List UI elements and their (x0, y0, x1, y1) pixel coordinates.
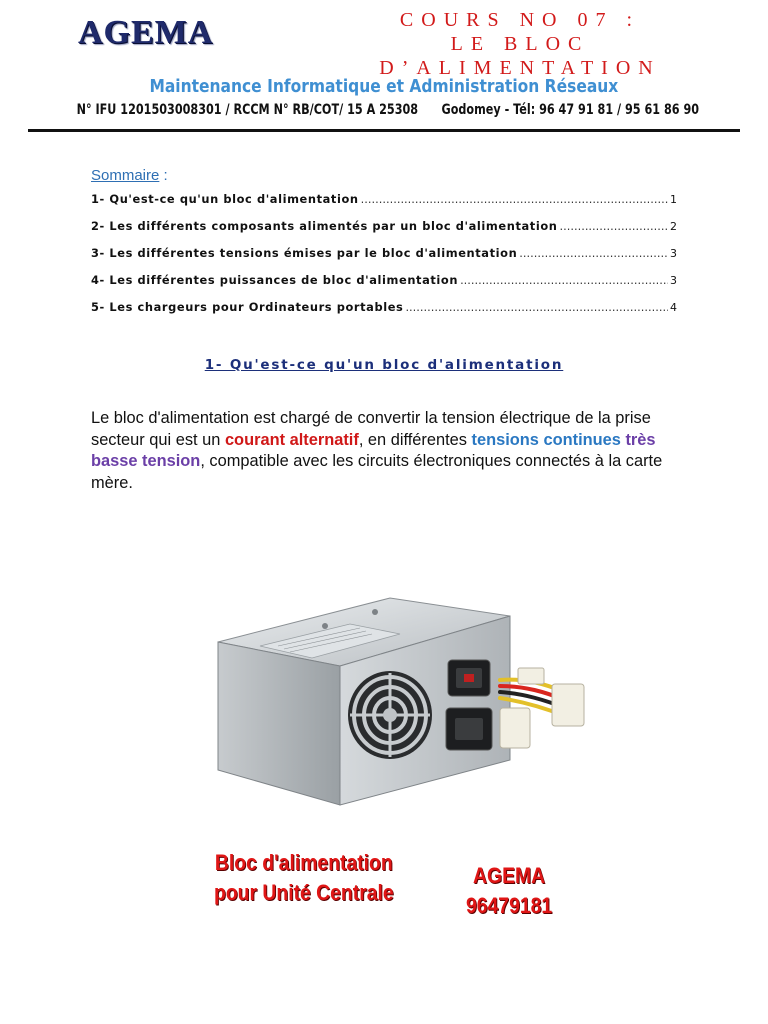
toc-item-title: 1- Qu'est-ce qu'un bloc d'alimentation (91, 192, 359, 206)
toc-leader-dots (405, 300, 668, 314)
para-text-4: , compatible avec les circuits électroniques connectés à la carte mère. (91, 452, 663, 492)
toc-item-page: 3 (670, 274, 677, 287)
toc-item[interactable] (91, 192, 677, 219)
power-supply-image (200, 580, 590, 810)
header-subtitle: Maintenance Informatique et Administration Réseaux (149, 76, 619, 97)
course-title (340, 8, 700, 80)
intro-paragraph (91, 408, 691, 494)
toc-leader-dots (519, 246, 668, 260)
term-tres-basse-tension: très basse tension (91, 430, 656, 470)
toc-item-page: 1 (670, 193, 677, 206)
section-heading-text: 1- Qu'est-ce qu'un bloc d'alimentation (204, 357, 564, 373)
term-tensions-continues: tensions continues (471, 430, 621, 449)
toc-leader-dots (361, 192, 668, 206)
toc-item-title: 5- Les chargeurs pour Ordinateurs portables (91, 300, 404, 314)
toc-heading-colon: : (159, 167, 168, 184)
toc-item-title: 4- Les différentes puissances de bloc d'alimentation (91, 273, 459, 287)
caption-line-1: Bloc d'alimentation (214, 850, 393, 875)
toc-item-page: 2 (670, 220, 677, 233)
toc-heading-link[interactable]: Sommaire (91, 167, 160, 184)
para-text-2: , en différentes (358, 430, 472, 449)
figure-brand (466, 861, 552, 921)
course-title-line-1: COURS NO 07 : (399, 9, 641, 31)
header-divider (28, 129, 740, 132)
brand-name: AGEMA (473, 863, 546, 888)
toc-item-page: 3 (670, 247, 677, 260)
caption-line-2: pour Unité Centrale (214, 880, 394, 905)
section-heading (0, 357, 768, 373)
company-identifiers: N° IFU 1201503008301 / RCCM N° RB/COT/ 15 A 25308 Godomey - Tél: 96 47 91 81 / 95 61 86 90 (76, 102, 700, 118)
course-title-line-3: D’ALIMENTATION (379, 57, 661, 79)
toc-heading (91, 167, 168, 184)
toc-item-title: 3- Les différentes tensions émises par le bloc d'alimentation (91, 246, 518, 260)
toc-item-page: 4 (670, 301, 677, 314)
brand-phone: 96479181 (466, 893, 553, 918)
toc-item[interactable] (91, 219, 677, 246)
figure-caption (214, 848, 394, 908)
agema-logo: AGEMA (78, 14, 214, 51)
table-of-contents (91, 192, 677, 327)
toc-item[interactable] (91, 273, 677, 300)
course-title-line-2: LE BLOC (450, 33, 590, 55)
toc-item[interactable] (91, 246, 677, 273)
toc-leader-dots (460, 273, 668, 287)
toc-item-title: 2- Les différents composants alimentés par un bloc d'alimentation (91, 219, 558, 233)
toc-item[interactable] (91, 300, 677, 327)
term-courant-alternatif: courant alternatif (224, 430, 359, 449)
toc-leader-dots (559, 219, 668, 233)
para-text-1: Le bloc d'alimentation est chargé de convertir la tension électrique de la prise secteur qui est un (91, 409, 651, 449)
